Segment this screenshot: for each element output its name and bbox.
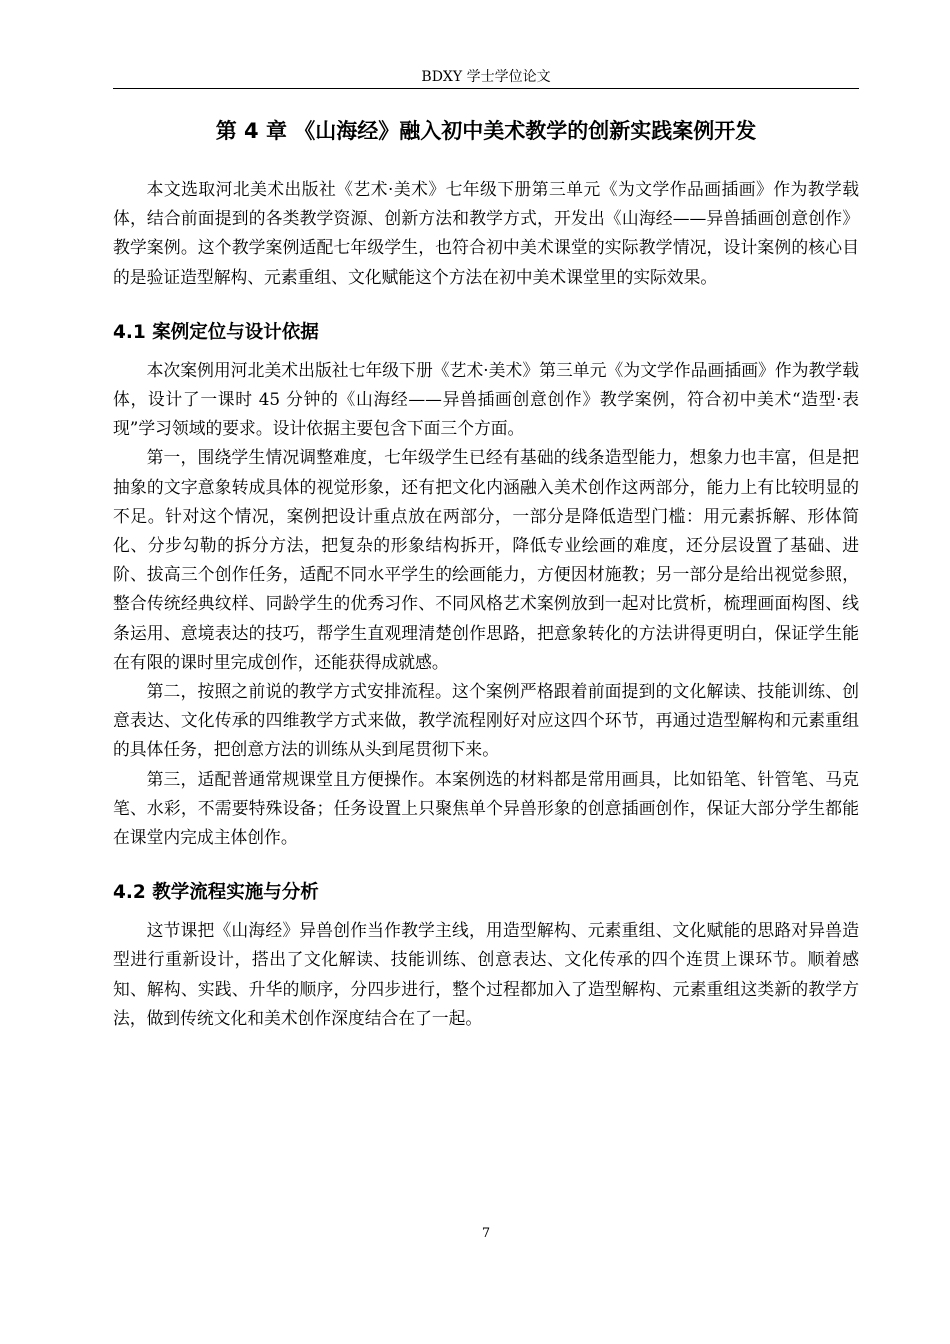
- page-number: 7: [481, 1226, 491, 1241]
- section-4-1-paragraph-3: 第二，按照之前说的教学方式安排流程。这个案例严格跟着前面提到的文化解读、技能训练、创意表达、文化传承的四维教学方式来做，教学流程刚好对应这四个环节，再通过造型解构和元素重组的具体任务，把创意方法的训练从头到尾贯彻下来。: [113, 681, 859, 760]
- header-rule: [113, 88, 859, 89]
- section-4-1-paragraph-4: 第三，适配普通常规课堂且方便操作。本案例选的材料都是常用画具，比如铅笔、针管笔、马克笔、水彩，不需要特殊设备；任务设置上只聚焦单个异兽形象的创意插画创作，保证大部分学生都能在课堂内完成主体创作。: [113, 768, 859, 848]
- chapter-intro-paragraph: 本文选取河北美术出版社《艺术·美术》七年级下册第三单元《为文学作品画插画》作为教学载体，结合前面提到的各类教学资源、创新方法和教学方式，开发出《山海经——异兽插画创意创作》教学案例。这个教学案例适配七年级学生，也符合初中美术课堂的实际教学情况，设计案例的核心目的是验证造型解构、元素重组、文化赋能这个方法在初中美术课堂里的实际效果。: [113, 179, 859, 287]
- section-4-1-paragraph-2: 第一，围绕学生情况调整难度，七年级学生已经有基础的线条造型能力，想象力也丰富，但是把抽象的文字意象转成具体的视觉形象，还有把文化内涵融入美术创作这两部分，能力上有比较明显的不足。针对这个情况，案例把设计重点放在两部分，一部分是降低造型门槛：用元素拆解、形体简化、分步勾勒的拆分方法，把复杂的形象结构拆开，降低专业绘画的难度，还分层设置了基础、进阶、拔高三个创作任务，适配不同水平学生的绘画能力，方便因材施教；另一部分是给出视觉参照，整合传统经典纹样、同龄学生的优秀习作、不同风格艺术案例放到一起对比赏析，梳理画面构图、线条运用、意境表达的技巧，帮学生直观理清楚创作思路，把意象转化的方法讲得更明白，保证学生能在有限的课时里完成创作，还能获得成就感。: [113, 447, 859, 672]
- section-4-2-paragraph-1: 这节课把《山海经》异兽创作当作教学主线，用造型解构、元素重组、文化赋能的思路对异兽造型进行重新设计，搭出了文化解读、技能训练、创意表达、文化传承的四个连贯上课环节。顺着感知、解构、实践、升华的顺序，分四步进行，整个过程都加入了造型解构、元素重组这类新的教学方法，做到传统文化和美术创作深度结合在了一起。: [113, 920, 859, 1028]
- section-heading-4-1: 4.1 案例定位与设计依据: [113, 321, 319, 343]
- chapter-title: 第 4 章 《山海经》融入初中美术教学的创新实践案例开发: [215, 119, 757, 143]
- section-heading-4-2: 4.2 教学流程实施与分析: [113, 882, 319, 904]
- section-4-1-paragraph-1: 本次案例用河北美术出版社七年级下册《艺术·美术》第三单元《为文学作品画插画》作为教学载体，设计了一课时 45 分钟的《山海经——异兽插画创意创作》教学案例，符合初中美术“造型·表现”学习领域的要求。设计依据主要包含下面三个方面。: [113, 359, 859, 439]
- page-body: [113, 175, 859, 1033]
- running-header: BDXY 学士学位论文: [421, 69, 551, 85]
